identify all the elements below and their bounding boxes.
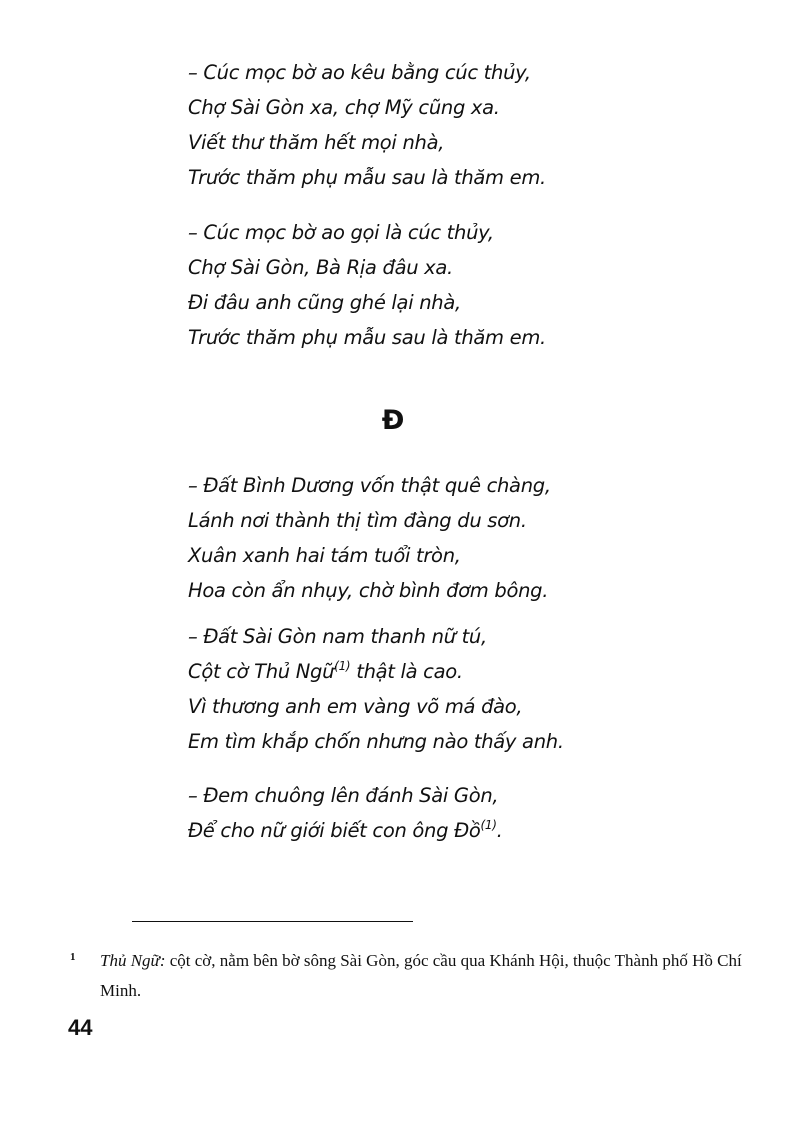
verse-line — [188, 654, 564, 689]
verse-line: Em tìm khắp chốn nhưng nào thấy anh. — [188, 730, 564, 753]
stanza-4 — [188, 619, 564, 759]
verse-line: Trước thăm phụ mẫu sau là thăm em. — [188, 166, 546, 189]
verse-text: . — [496, 819, 503, 842]
verse-text: thật là cao. — [356, 660, 463, 683]
footnote — [70, 946, 750, 1006]
verse-line: Chợ Sài Gòn xa, chợ Mỹ cũng xa. — [188, 96, 500, 119]
footnote-marker: 1 — [70, 951, 76, 963]
stanza-1 — [188, 55, 546, 195]
section-heading: Đ — [381, 405, 405, 436]
footnote-divider — [132, 921, 413, 922]
footnote-text — [100, 946, 750, 1006]
verse-line: – Đất Bình Dương vốn thật quê chàng, — [188, 474, 551, 497]
verse-line: – Cúc mọc bờ ao gọi là cúc thủy, — [188, 221, 494, 244]
stanza-5 — [188, 778, 503, 848]
verse-line: Đi đâu anh cũng ghé lại nhà, — [188, 291, 461, 314]
verse-line: Lánh nơi thành thị tìm đàng du sơn. — [188, 509, 527, 532]
verse-line: – Đất Sài Gòn nam thanh nữ tú, — [188, 625, 487, 648]
footnote-reference[interactable]: (1) — [480, 818, 497, 832]
verse-line: – Đem chuông lên đánh Sài Gòn, — [188, 784, 499, 807]
verse-line: Xuân xanh hai tám tuổi tròn, — [188, 544, 461, 567]
footnote-term: Thủ Ngữ: — [100, 951, 166, 970]
verse-line: Hoa còn ẩn nhụy, chờ bình đơm bông. — [188, 579, 549, 602]
verse-text: Cột cờ Thủ Ngữ — [188, 660, 335, 683]
stanza-2 — [188, 215, 546, 355]
footnote-body: cột cờ, nằm bên bờ sông Sài Gòn, góc cầu qua Khánh Hội, thuộc Thành phố Hồ Chí Minh. — [100, 951, 742, 1000]
verse-line — [188, 813, 503, 848]
page-number: 44 — [68, 1015, 93, 1040]
verse-line: Viết thư thăm hết mọi nhà, — [188, 131, 445, 154]
verse-line: Chợ Sài Gòn, Bà Rịa đâu xa. — [188, 256, 453, 279]
stanza-3 — [188, 468, 551, 608]
footnote-reference[interactable]: (1) — [334, 659, 351, 673]
verse-line: Vì thương anh em vàng võ má đào, — [188, 695, 523, 718]
verse-line: – Cúc mọc bờ ao kêu bằng cúc thủy, — [188, 61, 531, 84]
verse-text: Để cho nữ giới biết con ông Đồ — [188, 819, 481, 842]
verse-line: Trước thăm phụ mẫu sau là thăm em. — [188, 326, 546, 349]
